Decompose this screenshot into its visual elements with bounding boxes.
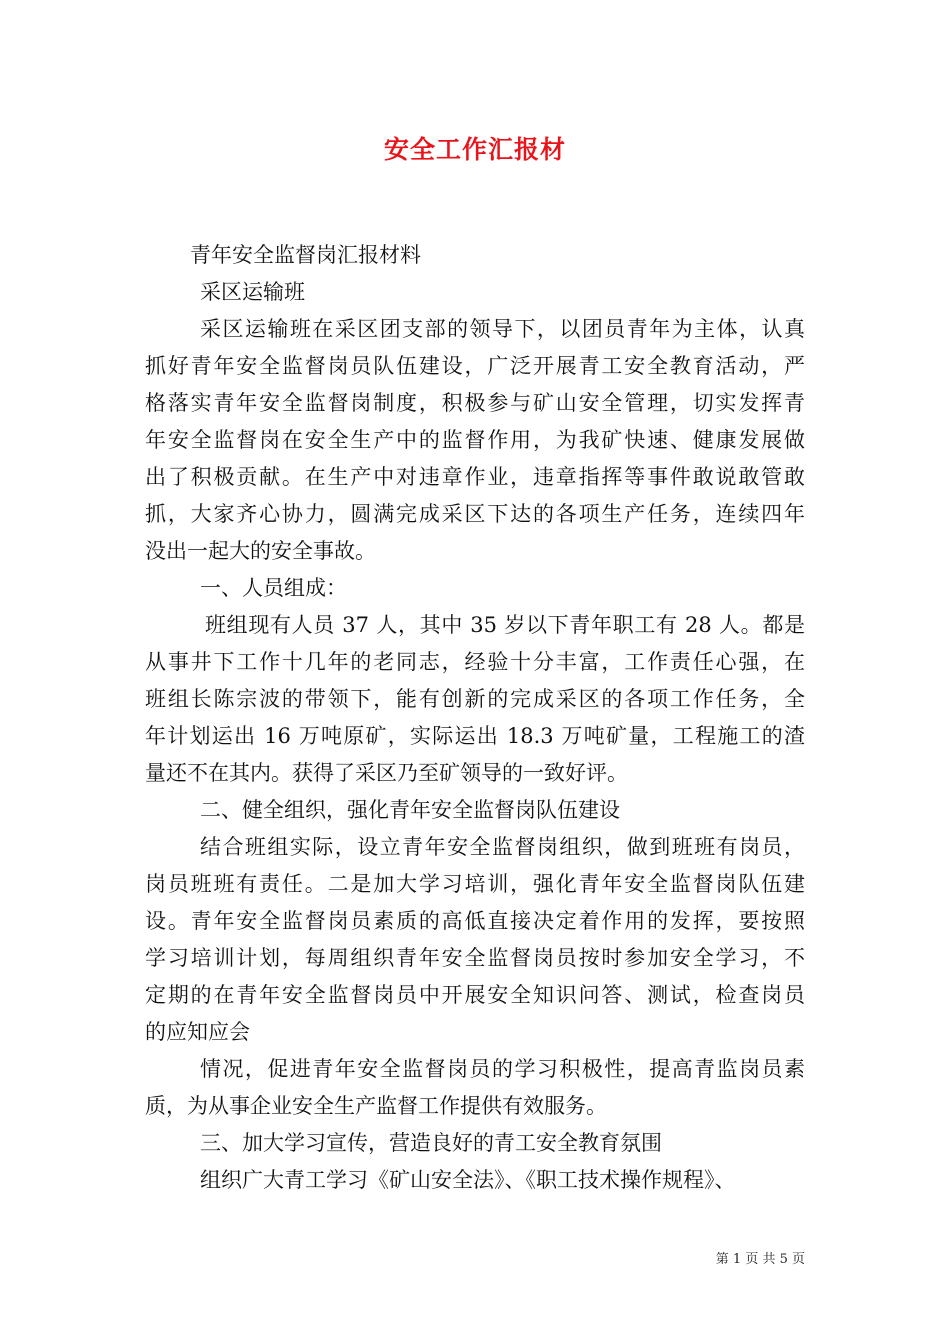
text-line: 从事井下工作十几年的老同志，经验十分丰富，工作责任心强，在 xyxy=(145,650,805,674)
text-line: 的应知应会 xyxy=(145,1020,250,1044)
paragraph xyxy=(145,570,805,607)
text-line: 设。青年安全监督岗员素质的高低直接决定着作用的发挥，要按照 xyxy=(145,909,805,933)
text-line: 抓，大家齐心协力，圆满完成采区下达的各项生产任务，连续四年 xyxy=(145,502,805,526)
text-line: 学习培训计划，每周组织青年安全监督岗员按时参加安全学习，不 xyxy=(145,946,805,970)
text-line: 没出一起大的安全事故。 xyxy=(145,539,376,563)
paragraph xyxy=(145,1125,805,1162)
paragraph xyxy=(145,1051,805,1125)
paragraph xyxy=(145,274,805,311)
text-line: 二、健全组织，强化青年安全监督岗队伍建设 xyxy=(200,798,620,822)
text-line: 情况，促进青年安全监督岗员的学习积极性，提高青监岗员素 xyxy=(200,1057,805,1081)
page-number: 第 1 页 共 5 页 xyxy=(715,1252,805,1267)
paragraph xyxy=(145,1162,805,1199)
text-line: 采区运输班在采区团支部的领导下，以团员青年为主体，认真 xyxy=(200,317,805,341)
text-line: 班组长陈宗波的带领下，能有创新的完成采区的各项工作任务，全 xyxy=(145,687,805,711)
paragraph xyxy=(145,311,805,570)
text-line: 青年安全监督岗汇报材料 xyxy=(190,243,421,267)
paragraph xyxy=(145,237,805,274)
text-line: 定期的在青年安全监督岗员中开展安全知识问答、测试，检查岗员 xyxy=(145,983,805,1007)
paragraph xyxy=(145,829,805,1051)
text-line: 年计划运出 16 万吨原矿，实际运出 18.3 万吨矿量，工程施工的渣 xyxy=(145,724,805,748)
text-line: 结合班组实际，设立青年安全监督岗组织，做到班班有岗员， xyxy=(200,835,805,859)
text-line: 采区运输班 xyxy=(200,280,305,304)
text-line: 量还不在其内。获得了采区乃至矿领导的一致好评。 xyxy=(145,761,628,785)
text-line: 出了积极贡献。在生产中对违章作业，违章指挥等事件敢说敢管敢 xyxy=(145,465,805,489)
text-line: 三、加大学习宣传，营造良好的青工安全教育氛围 xyxy=(200,1131,662,1155)
document-title: 安全工作汇报材 xyxy=(383,135,566,164)
text-line: 一、人员组成： xyxy=(200,576,347,600)
text-line: 格落实青年安全监督岗制度，积极参与矿山安全管理，切实发挥青 xyxy=(145,391,805,415)
paragraph xyxy=(145,607,805,792)
text-line: 抓好青年安全监督岗员队伍建设，广泛开展青工安全教育活动，严 xyxy=(145,354,805,378)
text-line: 年安全监督岗在安全生产中的监督作用，为我矿快速、健康发展做 xyxy=(145,428,805,452)
text-line: 班组现有人员 37 人，其中 35 岁以下青年职工有 28 人。都是 xyxy=(205,613,805,637)
text-line: 组织广大青工学习《矿山安全法》、《职工技术操作规程》、 xyxy=(200,1168,736,1192)
paragraph xyxy=(145,792,805,829)
text-line: 质，为从事企业安全生产监督工作提供有效服务。 xyxy=(145,1094,607,1118)
document-body xyxy=(145,237,805,1199)
text-line: 岗员班班有责任。二是加大学习培训，强化青年安全监督岗队伍建 xyxy=(145,872,805,896)
